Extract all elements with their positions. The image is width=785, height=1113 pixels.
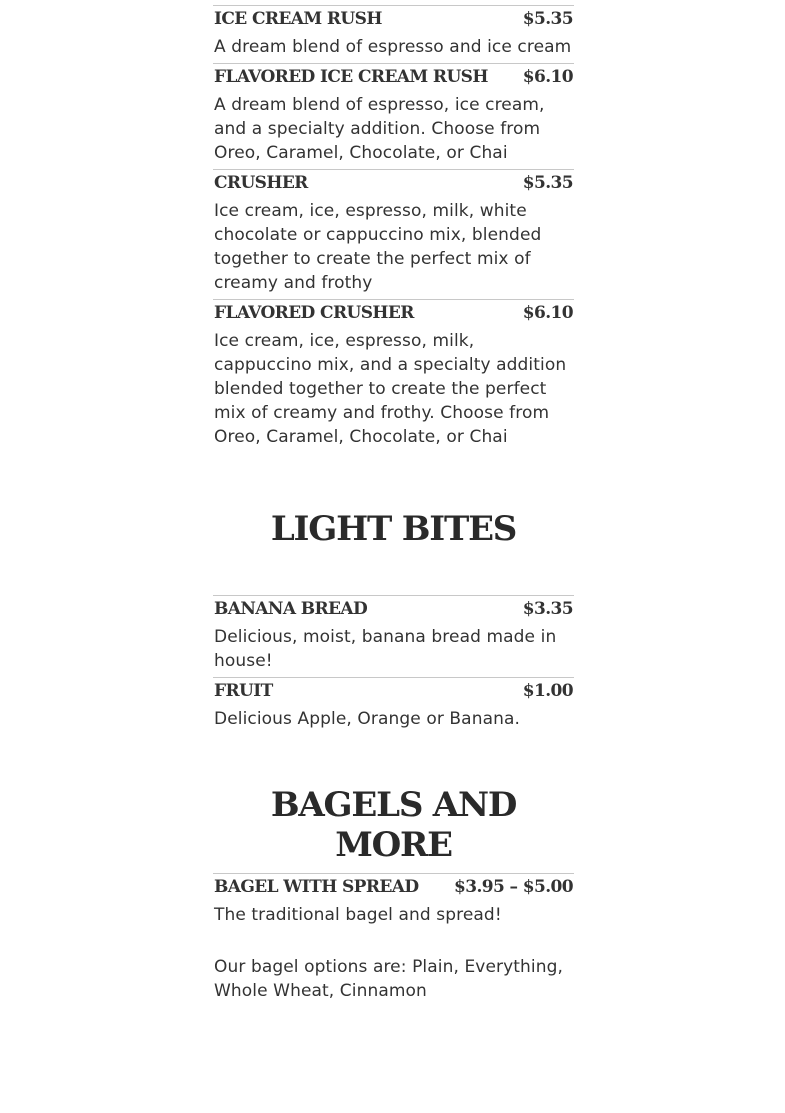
menu-item-flavored-crusher: [213, 299, 574, 453]
menu-item-price: $3.95 – $5.00: [453, 877, 573, 897]
menu-item-price: $5.35: [522, 173, 573, 193]
menu-item-ice-cream-rush: [213, 5, 574, 63]
menu-item-name: BANANA BREAD: [214, 599, 368, 619]
menu-item-price: $3.35: [522, 599, 573, 619]
menu-item-name: FLAVORED ICE CREAM RUSH: [214, 67, 488, 87]
menu-item-name: ICE CREAM RUSH: [214, 9, 382, 29]
menu-item-header: [213, 64, 574, 93]
menu-item-price: $6.10: [522, 303, 573, 323]
menu-item-fruit: [213, 677, 574, 735]
menu-item-name: CRUSHER: [214, 173, 308, 193]
menu-item-header: [213, 6, 574, 35]
section-title-light-bites: LIGHT BITES: [270, 509, 517, 549]
menu-item-header: [213, 874, 574, 903]
menu-item-description-options: Our bagel options are: Plain, Everything, Whole Wheat, Cinnamon: [214, 957, 564, 1001]
menu-item-flavored-ice-cream-rush: [213, 63, 574, 169]
section-title-bagels: BAGELS AND MORE: [270, 785, 517, 865]
menu-item-description: A dream blend of espresso and ice cream: [214, 37, 572, 57]
menu-item-header: [213, 678, 574, 707]
menu-item-description: Delicious Apple, Orange or Banana.: [214, 709, 520, 729]
menu-item-bagel-with-spread: [213, 873, 574, 1007]
menu-item-crusher: [213, 169, 574, 299]
menu-item-header: [213, 300, 574, 329]
menu-item-name: FRUIT: [214, 681, 273, 701]
menu-item-price: $1.00: [522, 681, 573, 701]
menu-item-header: [213, 170, 574, 199]
menu-item-name: BAGEL WITH SPREAD: [214, 877, 419, 897]
menu-item-name: FLAVORED CRUSHER: [214, 303, 414, 323]
menu-column: [213, 5, 574, 1007]
menu-item-description: A dream blend of espresso, ice cream, and a specialty addition. Choose from Oreo, Caramel, Chocolate, or Chai: [214, 95, 545, 163]
menu-item-description: Delicious, moist, banana bread made in house!: [214, 627, 557, 671]
menu-item-description: The traditional bagel and spread!: [214, 905, 502, 925]
menu-item-description: Ice cream, ice, espresso, milk, white chocolate or cappuccino mix, blended together to create the perfect mix of creamy and frothy: [214, 201, 542, 293]
menu-item-banana-bread: [213, 595, 574, 677]
menu-item-description: Ice cream, ice, espresso, milk, cappuccino mix, and a specialty addition blended together to create the perfect mix of creamy and frothy. Choose from Oreo, Caramel, Chocolate, or Chai: [214, 331, 567, 447]
menu-item-header: [213, 596, 574, 625]
menu-item-price: $6.10: [522, 67, 573, 87]
menu-item-price: $5.35: [522, 9, 573, 29]
